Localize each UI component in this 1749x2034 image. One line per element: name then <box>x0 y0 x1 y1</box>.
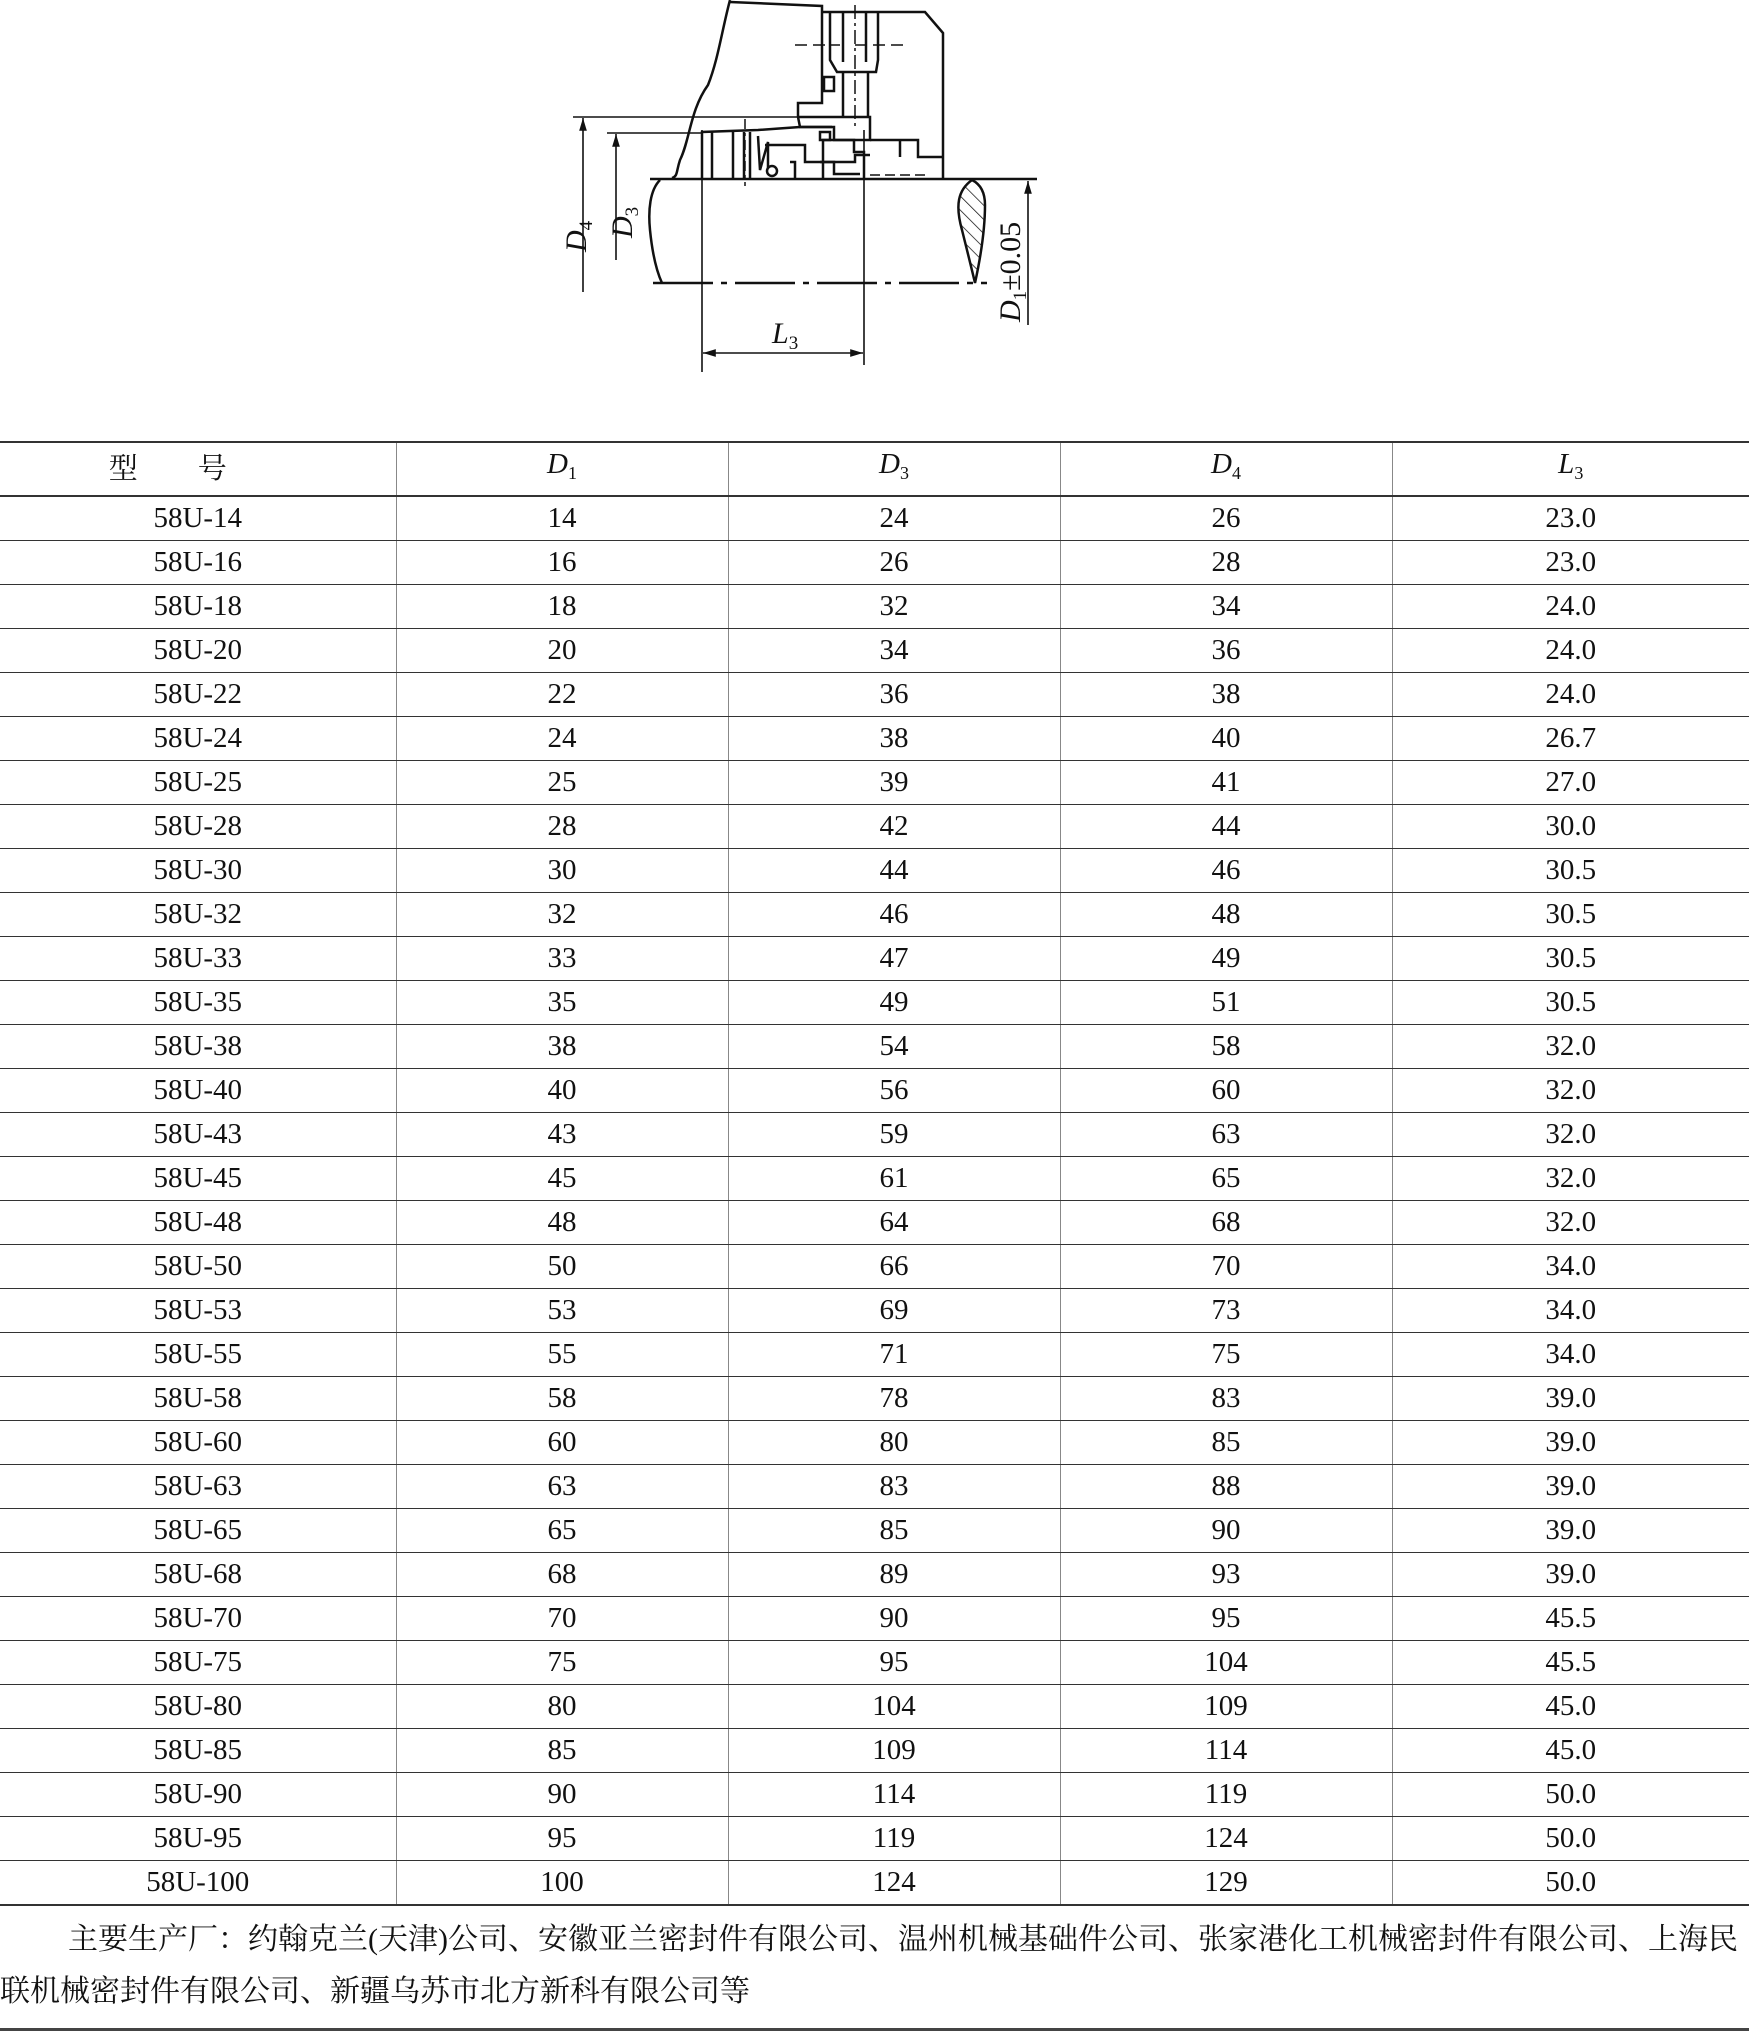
cell-d3: 24 <box>728 496 1060 541</box>
cell-model: 58U-25 <box>0 761 396 805</box>
cell-d3: 56 <box>728 1069 1060 1113</box>
cell-d3: 44 <box>728 849 1060 893</box>
cell-d4: 40 <box>1060 717 1392 761</box>
cell-model: 58U-75 <box>0 1641 396 1685</box>
table-row <box>0 1861 1749 1906</box>
cell-model: 58U-55 <box>0 1333 396 1377</box>
table-row <box>0 717 1749 761</box>
cell-d4: 63 <box>1060 1113 1392 1157</box>
cell-model: 58U-50 <box>0 1245 396 1289</box>
cell-d4: 75 <box>1060 1333 1392 1377</box>
cell-l3: 30.5 <box>1392 893 1749 937</box>
cell-d4: 88 <box>1060 1465 1392 1509</box>
table-row <box>0 761 1749 805</box>
cell-model: 58U-95 <box>0 1817 396 1861</box>
gland-outline <box>822 12 943 179</box>
cell-d3: 49 <box>728 981 1060 1025</box>
cell-l3: 32.0 <box>1392 1201 1749 1245</box>
cell-d4: 68 <box>1060 1201 1392 1245</box>
table-row <box>0 673 1749 717</box>
cell-d3: 89 <box>728 1553 1060 1597</box>
cell-d4: 38 <box>1060 673 1392 717</box>
table-row <box>0 893 1749 937</box>
seal-dimension-table <box>0 441 1749 1906</box>
cell-d3: 64 <box>728 1201 1060 1245</box>
table-row <box>0 541 1749 585</box>
cell-d1: 30 <box>396 849 728 893</box>
cell-d3: 80 <box>728 1421 1060 1465</box>
cell-d1: 43 <box>396 1113 728 1157</box>
table-row <box>0 1509 1749 1553</box>
cell-model: 58U-60 <box>0 1421 396 1465</box>
table-row <box>0 1245 1749 1289</box>
cell-model: 58U-85 <box>0 1729 396 1773</box>
cell-l3: 50.0 <box>1392 1817 1749 1861</box>
cell-d1: 65 <box>396 1509 728 1553</box>
cell-d1: 22 <box>396 673 728 717</box>
d1-tolerance-label: $D_1\pm 0.05$ <box>994 221 1031 322</box>
manufacturers-note: 主要生产厂：约翰克兰(天津)公司、安徽亚兰密封件有限公司、温州机械基础件公司、张家港化工机械密封件有限公司、上海民联机械密封件有限公司、新疆乌苏市北方新科有限公司等 <box>0 1923 1738 2008</box>
cell-d3: 38 <box>728 717 1060 761</box>
cell-model: 58U-90 <box>0 1773 396 1817</box>
table-row <box>0 496 1749 541</box>
cell-l3: 39.0 <box>1392 1509 1749 1553</box>
cell-d3: 124 <box>728 1861 1060 1906</box>
cell-d1: 58 <box>396 1377 728 1421</box>
table-row <box>0 1289 1749 1333</box>
cell-d1: 35 <box>396 981 728 1025</box>
cell-d3: 54 <box>728 1025 1060 1069</box>
cell-d1: 85 <box>396 1729 728 1773</box>
shaft-break-line <box>649 180 662 283</box>
cell-d4: 36 <box>1060 629 1392 673</box>
cell-model: 58U-43 <box>0 1113 396 1157</box>
cell-d1: 18 <box>396 585 728 629</box>
table-row <box>0 1685 1749 1729</box>
cell-l3: 50.0 <box>1392 1773 1749 1817</box>
cell-l3: 34.0 <box>1392 1333 1749 1377</box>
cell-model: 58U-70 <box>0 1597 396 1641</box>
cell-d4: 60 <box>1060 1069 1392 1113</box>
cell-model: 58U-68 <box>0 1553 396 1597</box>
cell-l3: 30.5 <box>1392 937 1749 981</box>
table-row <box>0 1201 1749 1245</box>
table-row <box>0 1157 1749 1201</box>
table-row <box>0 1817 1749 1861</box>
table-row <box>0 849 1749 893</box>
cell-d4: 109 <box>1060 1685 1392 1729</box>
cell-d3: 39 <box>728 761 1060 805</box>
cell-d4: 70 <box>1060 1245 1392 1289</box>
cell-d3: 85 <box>728 1509 1060 1553</box>
cell-d1: 55 <box>396 1333 728 1377</box>
l3-label: $L_3$ <box>772 317 799 354</box>
cell-d4: 119 <box>1060 1773 1392 1817</box>
cell-l3: 23.0 <box>1392 496 1749 541</box>
cell-d1: 45 <box>396 1157 728 1201</box>
cell-l3: 23.0 <box>1392 541 1749 585</box>
header-d3: $D_3$ <box>728 442 1060 496</box>
cell-model: 58U-53 <box>0 1289 396 1333</box>
cell-d4: 93 <box>1060 1553 1392 1597</box>
cell-model: 58U-30 <box>0 849 396 893</box>
cell-d1: 40 <box>396 1069 728 1113</box>
cell-model: 58U-58 <box>0 1377 396 1421</box>
cell-d1: 75 <box>396 1641 728 1685</box>
cell-d1: 50 <box>396 1245 728 1289</box>
cell-l3: 34.0 <box>1392 1245 1749 1289</box>
cell-d4: 46 <box>1060 849 1392 893</box>
table-row <box>0 981 1749 1025</box>
cell-l3: 50.0 <box>1392 1861 1749 1906</box>
cell-d4: 58 <box>1060 1025 1392 1069</box>
cell-d4: 28 <box>1060 541 1392 585</box>
cell-model: 58U-45 <box>0 1157 396 1201</box>
cell-d1: 60 <box>396 1421 728 1465</box>
cell-l3: 24.0 <box>1392 585 1749 629</box>
cell-l3: 32.0 <box>1392 1025 1749 1069</box>
cell-d3: 32 <box>728 585 1060 629</box>
cell-d3: 46 <box>728 893 1060 937</box>
cell-d3: 104 <box>728 1685 1060 1729</box>
header-l3: $L_3$ <box>1392 442 1749 496</box>
cell-d3: 71 <box>728 1333 1060 1377</box>
table-row <box>0 629 1749 673</box>
cell-l3: 27.0 <box>1392 761 1749 805</box>
cell-d1: 14 <box>396 496 728 541</box>
cell-l3: 24.0 <box>1392 673 1749 717</box>
cell-model: 58U-20 <box>0 629 396 673</box>
shaft-section <box>958 180 985 283</box>
cell-d1: 53 <box>396 1289 728 1333</box>
housing-outline <box>730 2 832 127</box>
cell-l3: 45.0 <box>1392 1685 1749 1729</box>
cell-d1: 63 <box>396 1465 728 1509</box>
cell-model: 58U-28 <box>0 805 396 849</box>
cell-d4: 48 <box>1060 893 1392 937</box>
cell-l3: 26.7 <box>1392 717 1749 761</box>
cell-d1: 38 <box>396 1025 728 1069</box>
cell-d3: 95 <box>728 1641 1060 1685</box>
cell-model: 58U-33 <box>0 937 396 981</box>
table-row <box>0 1333 1749 1377</box>
cell-d4: 114 <box>1060 1729 1392 1773</box>
cell-l3: 45.0 <box>1392 1729 1749 1773</box>
cell-l3: 34.0 <box>1392 1289 1749 1333</box>
d4-label: $D_4$ <box>560 220 597 252</box>
cell-l3: 39.0 <box>1392 1377 1749 1421</box>
table-row <box>0 1113 1749 1157</box>
cell-d3: 66 <box>728 1245 1060 1289</box>
mechanical-seal-drawing <box>0 0 1749 400</box>
table-row <box>0 1641 1749 1685</box>
cell-l3: 30.5 <box>1392 981 1749 1025</box>
cell-d4: 129 <box>1060 1861 1392 1906</box>
cell-l3: 32.0 <box>1392 1157 1749 1201</box>
cell-d1: 25 <box>396 761 728 805</box>
cell-d3: 69 <box>728 1289 1060 1333</box>
cell-d4: 65 <box>1060 1157 1392 1201</box>
cell-d1: 24 <box>396 717 728 761</box>
cell-d3: 83 <box>728 1465 1060 1509</box>
table-row <box>0 1773 1749 1817</box>
table-row <box>0 1465 1749 1509</box>
cell-l3: 32.0 <box>1392 1113 1749 1157</box>
table-row <box>0 1069 1749 1113</box>
table-row <box>0 1553 1749 1597</box>
cell-d3: 90 <box>728 1597 1060 1641</box>
cell-d1: 16 <box>396 541 728 585</box>
table-row <box>0 1597 1749 1641</box>
bottom-rule <box>0 2028 1749 2031</box>
cell-d3: 59 <box>728 1113 1060 1157</box>
cell-model: 58U-32 <box>0 893 396 937</box>
seal-body <box>702 127 864 179</box>
cell-d4: 41 <box>1060 761 1392 805</box>
cell-d1: 33 <box>396 937 728 981</box>
table-row <box>0 1421 1749 1465</box>
cell-model: 58U-100 <box>0 1861 396 1906</box>
cell-d3: 119 <box>728 1817 1060 1861</box>
cell-d4: 104 <box>1060 1641 1392 1685</box>
table-row <box>0 1729 1749 1773</box>
cell-d1: 90 <box>396 1773 728 1817</box>
table-row <box>0 805 1749 849</box>
cell-model: 58U-65 <box>0 1509 396 1553</box>
cell-model: 58U-35 <box>0 981 396 1025</box>
cell-d3: 78 <box>728 1377 1060 1421</box>
table-header-row <box>0 442 1749 496</box>
cell-d3: 34 <box>728 629 1060 673</box>
cell-d4: 95 <box>1060 1597 1392 1641</box>
cell-d1: 95 <box>396 1817 728 1861</box>
cell-d4: 90 <box>1060 1509 1392 1553</box>
cell-d3: 42 <box>728 805 1060 849</box>
cell-l3: 32.0 <box>1392 1069 1749 1113</box>
cell-d3: 47 <box>728 937 1060 981</box>
cell-d1: 20 <box>396 629 728 673</box>
cell-d1: 100 <box>396 1861 728 1906</box>
cell-d4: 73 <box>1060 1289 1392 1333</box>
cell-d1: 48 <box>396 1201 728 1245</box>
cell-model: 58U-16 <box>0 541 396 585</box>
cell-model: 58U-38 <box>0 1025 396 1069</box>
cell-l3: 30.0 <box>1392 805 1749 849</box>
cell-d4: 26 <box>1060 496 1392 541</box>
cell-l3: 45.5 <box>1392 1597 1749 1641</box>
table-row <box>0 585 1749 629</box>
header-model: 型号 <box>0 442 396 496</box>
cell-d3: 36 <box>728 673 1060 717</box>
cell-d4: 49 <box>1060 937 1392 981</box>
cell-d3: 109 <box>728 1729 1060 1773</box>
cell-d4: 83 <box>1060 1377 1392 1421</box>
cell-model: 58U-22 <box>0 673 396 717</box>
cell-d1: 80 <box>396 1685 728 1729</box>
cell-d1: 68 <box>396 1553 728 1597</box>
cell-l3: 30.5 <box>1392 849 1749 893</box>
cell-d3: 61 <box>728 1157 1060 1201</box>
cell-model: 58U-48 <box>0 1201 396 1245</box>
cell-l3: 24.0 <box>1392 629 1749 673</box>
cell-l3: 39.0 <box>1392 1421 1749 1465</box>
cell-d4: 124 <box>1060 1817 1392 1861</box>
cell-model: 58U-24 <box>0 717 396 761</box>
cell-model: 58U-40 <box>0 1069 396 1113</box>
cell-model: 58U-63 <box>0 1465 396 1509</box>
cell-d3: 114 <box>728 1773 1060 1817</box>
table-row <box>0 1377 1749 1421</box>
cell-d4: 85 <box>1060 1421 1392 1465</box>
cell-l3: 39.0 <box>1392 1553 1749 1597</box>
cell-model: 58U-18 <box>0 585 396 629</box>
table-row <box>0 937 1749 981</box>
cell-d1: 32 <box>396 893 728 937</box>
header-d4: $D_4$ <box>1060 442 1392 496</box>
table-row <box>0 1025 1749 1069</box>
d3-label: $D_3$ <box>606 206 643 238</box>
cell-model: 58U-14 <box>0 496 396 541</box>
cell-d1: 70 <box>396 1597 728 1641</box>
header-d1: $D_1$ <box>396 442 728 496</box>
cell-d4: 44 <box>1060 805 1392 849</box>
cell-model: 58U-80 <box>0 1685 396 1729</box>
cell-d1: 28 <box>396 805 728 849</box>
cell-d4: 51 <box>1060 981 1392 1025</box>
cell-l3: 39.0 <box>1392 1465 1749 1509</box>
cell-d4: 34 <box>1060 585 1392 629</box>
cell-d3: 26 <box>728 541 1060 585</box>
cell-l3: 45.5 <box>1392 1641 1749 1685</box>
